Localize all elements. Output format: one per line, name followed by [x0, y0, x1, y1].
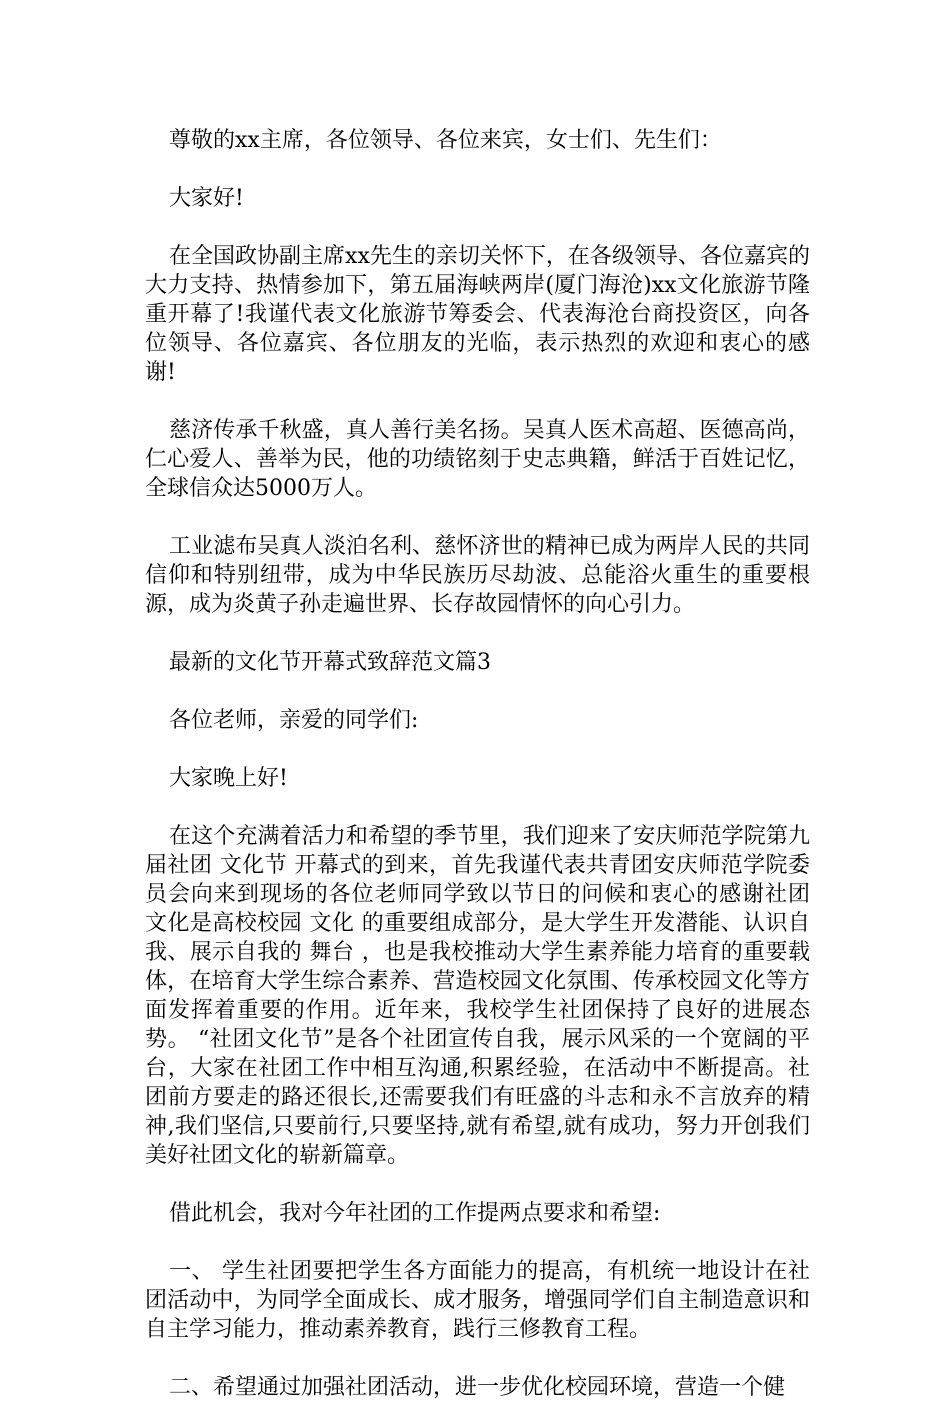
body-paragraph: 工业滤布吴真人淡泊名利、慈怀济世的精神已成为两岸人民的共同信仰和特别纽带，成为中华民族历尽劫波、总能浴火重生的重要根源，成为炎黄子孙走遍世界、长存故园情怀的向心引力。 [145, 534, 810, 617]
salutation: 各位老师，亲爱的同学们: [169, 708, 419, 733]
greeting: 大家晚上好! [169, 766, 288, 791]
section-heading: 最新的文化节开幕式致辞范文篇3 [169, 650, 491, 675]
body-paragraph: 借此机会，我对今年社团的工作提两点要求和希望: [169, 1201, 661, 1226]
document-page [145, 126, 817, 1402]
body-paragraph: 慈济传承千秋盛，真人善行美名扬。吴真人医术高超、医德高尚，仁心爱人、善举为民，他的功绩铭刻于史志典籍，鲜活于百姓记忆，全球信众达5000万人。 [145, 418, 810, 501]
list-item: 一、 学生社团要把学生各方面能力的提高，有机统一地设计在社团活动中，为同学全面成长、成才服务，增强同学们自主制造意识和自主学习能力，推动素养教育，践行三修教育工程。 [145, 1259, 810, 1342]
body-paragraph: 在这个充满着活力和希望的季节里，我们迎来了安庆师范学院第九届社团 文化节 开幕式的到来，首先我谨代表共青团安庆师范学院委员会向来到现场的各位老师同学致以节日的问候和衷心的感谢社团 文化是高校校园 文化 的重要组成部分，是大学生开发潜能、认识自我、展示自我的 舞台 ，也是我校推动大学生素养能力培育的重要载体，在培育大学生综合素养、营造校园文化氛围、传承校园文化等方面发挥着重要的作用。近年来，我校学生社团保持了良好的进展态势。 “社团文化节”是各个社团宣传自我，展示风采的一个宽阔的平台，大家在社团工作中相互沟通,积累经验，在活动中不断提高。社团前方要走的路还很长,还需要我们有旺盛的斗志和永不言放弃的精神,我们坚信,只要前行,只要坚持,就有希望,就有成功，努力开创我们美好社团文化的崭新篇章。 [145, 824, 817, 1168]
body-paragraph: 在全国政协副主席xx先生的亲切关怀下，在各级领导、各位嘉宾的大力支持、热情参加下，第五届海峡两岸(厦门海沧)xx文化旅游节隆重开幕了!我谨代表文化旅游节筹委会、代表海沧台商投资区，向各位领导、各位嘉宾、各位朋友的光临，表示热烈的欢迎和衷心的感谢! [145, 244, 810, 385]
greeting: 大家好! [169, 186, 244, 211]
salutation: 尊敬的xx主席，各位领导、各位来宾，女士们、先生们： [169, 128, 722, 153]
list-item: 二、希望通过加强社团活动，进一步优化校园环境，营造一个健 [169, 1375, 786, 1400]
